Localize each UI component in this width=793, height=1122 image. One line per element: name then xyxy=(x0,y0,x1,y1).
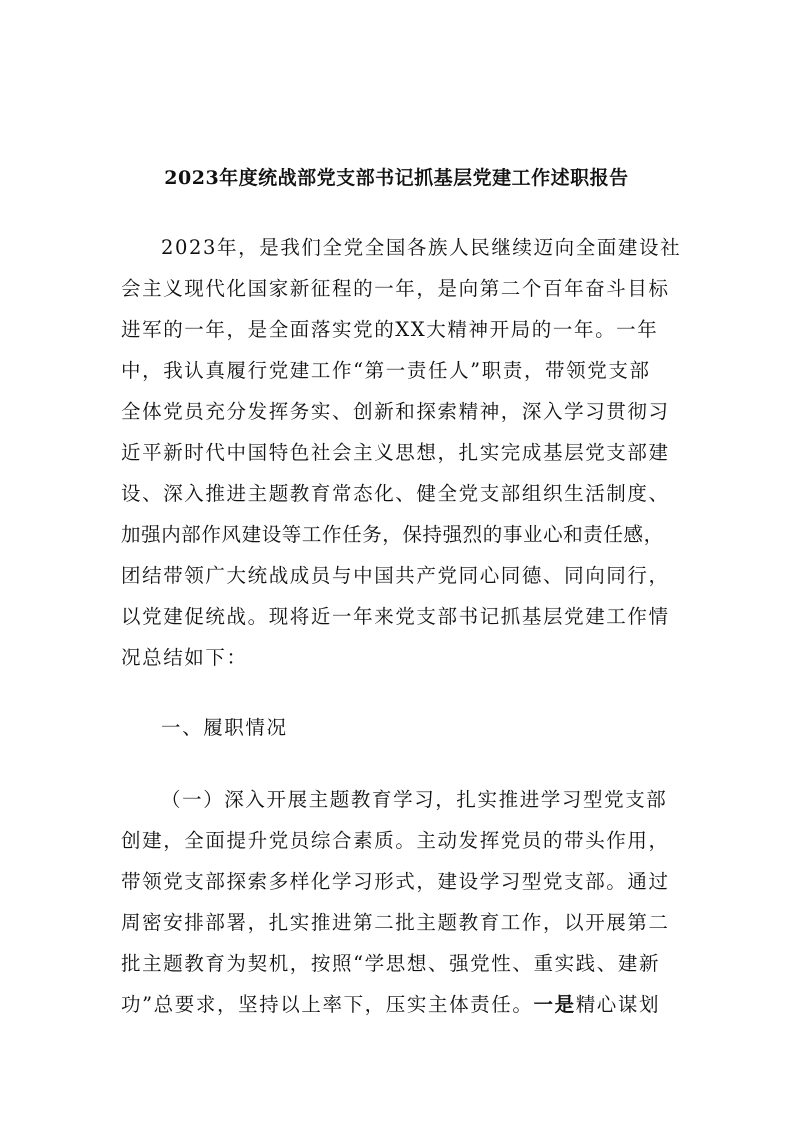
paragraph-line: 带领党支部探索多样化学习形式，建设学习型党支部。通过 xyxy=(121,870,670,893)
paragraph-line: 设、深入推进主题教育常态化、健全党支部组织生活制度、 xyxy=(121,482,670,505)
paragraph-line: 进军的一年，是全面落实党的XX大精神开局的一年。一年 xyxy=(121,318,659,341)
paragraph-line: 会主义现代化国家新征程的一年，是向第二个百年奋斗目标 xyxy=(121,277,670,300)
paragraph-line: 批主题教育为契机，按照“学思想、强党性、重实践、建新 xyxy=(121,952,661,975)
paragraph-line: 全体党员充分发挥务实、创新和探索精神，深入学习贯彻习 xyxy=(121,400,670,423)
paragraph-text: 功”总要求，坚持以上率下，压实主体责任。 xyxy=(121,993,534,1016)
paragraph-line: 加强内部作风建设等工作任务，保持强烈的事业心和责任感， xyxy=(121,523,664,546)
paragraph-text-tail: 精心谋划 xyxy=(575,993,661,1016)
paragraph-line: 团结带领广大统战成员与中国共产党同心同德、同向同行， xyxy=(121,564,670,587)
document-title: 2023年度统战部党支部书记抓基层党建工作述职报告 xyxy=(164,167,629,189)
paragraph-line: 况总结如下： xyxy=(121,646,248,669)
paragraph-line-last xyxy=(121,989,660,1017)
paragraph-line: 近平新时代中国特色社会主义思想，扎实完成基层党支部建 xyxy=(121,441,670,464)
paragraph-line: 创建，全面提升党员综合素质。主动发挥党员的带头作用， xyxy=(121,829,670,852)
paragraph-line: 周密安排部署，扎实推进第二批主题教育工作，以开展第二 xyxy=(121,911,670,934)
section-heading: 一、履职情况 xyxy=(161,716,288,739)
paragraph-line: 中，我认真履行党建工作“第一责任人”职责，带领党支部 xyxy=(121,359,651,382)
paragraph-line: （一）深入开展主题教育学习，扎实推进学习型党支部 xyxy=(161,788,668,811)
paragraph-line: 以党建促统战。现将近一年来党支部书记抓基层党建工作情 xyxy=(121,605,670,628)
paragraph-line: 2023年，是我们全党全国各族人民继续迈向全面建设社 xyxy=(161,236,682,259)
emphasis-text: 一是 xyxy=(533,993,576,1016)
